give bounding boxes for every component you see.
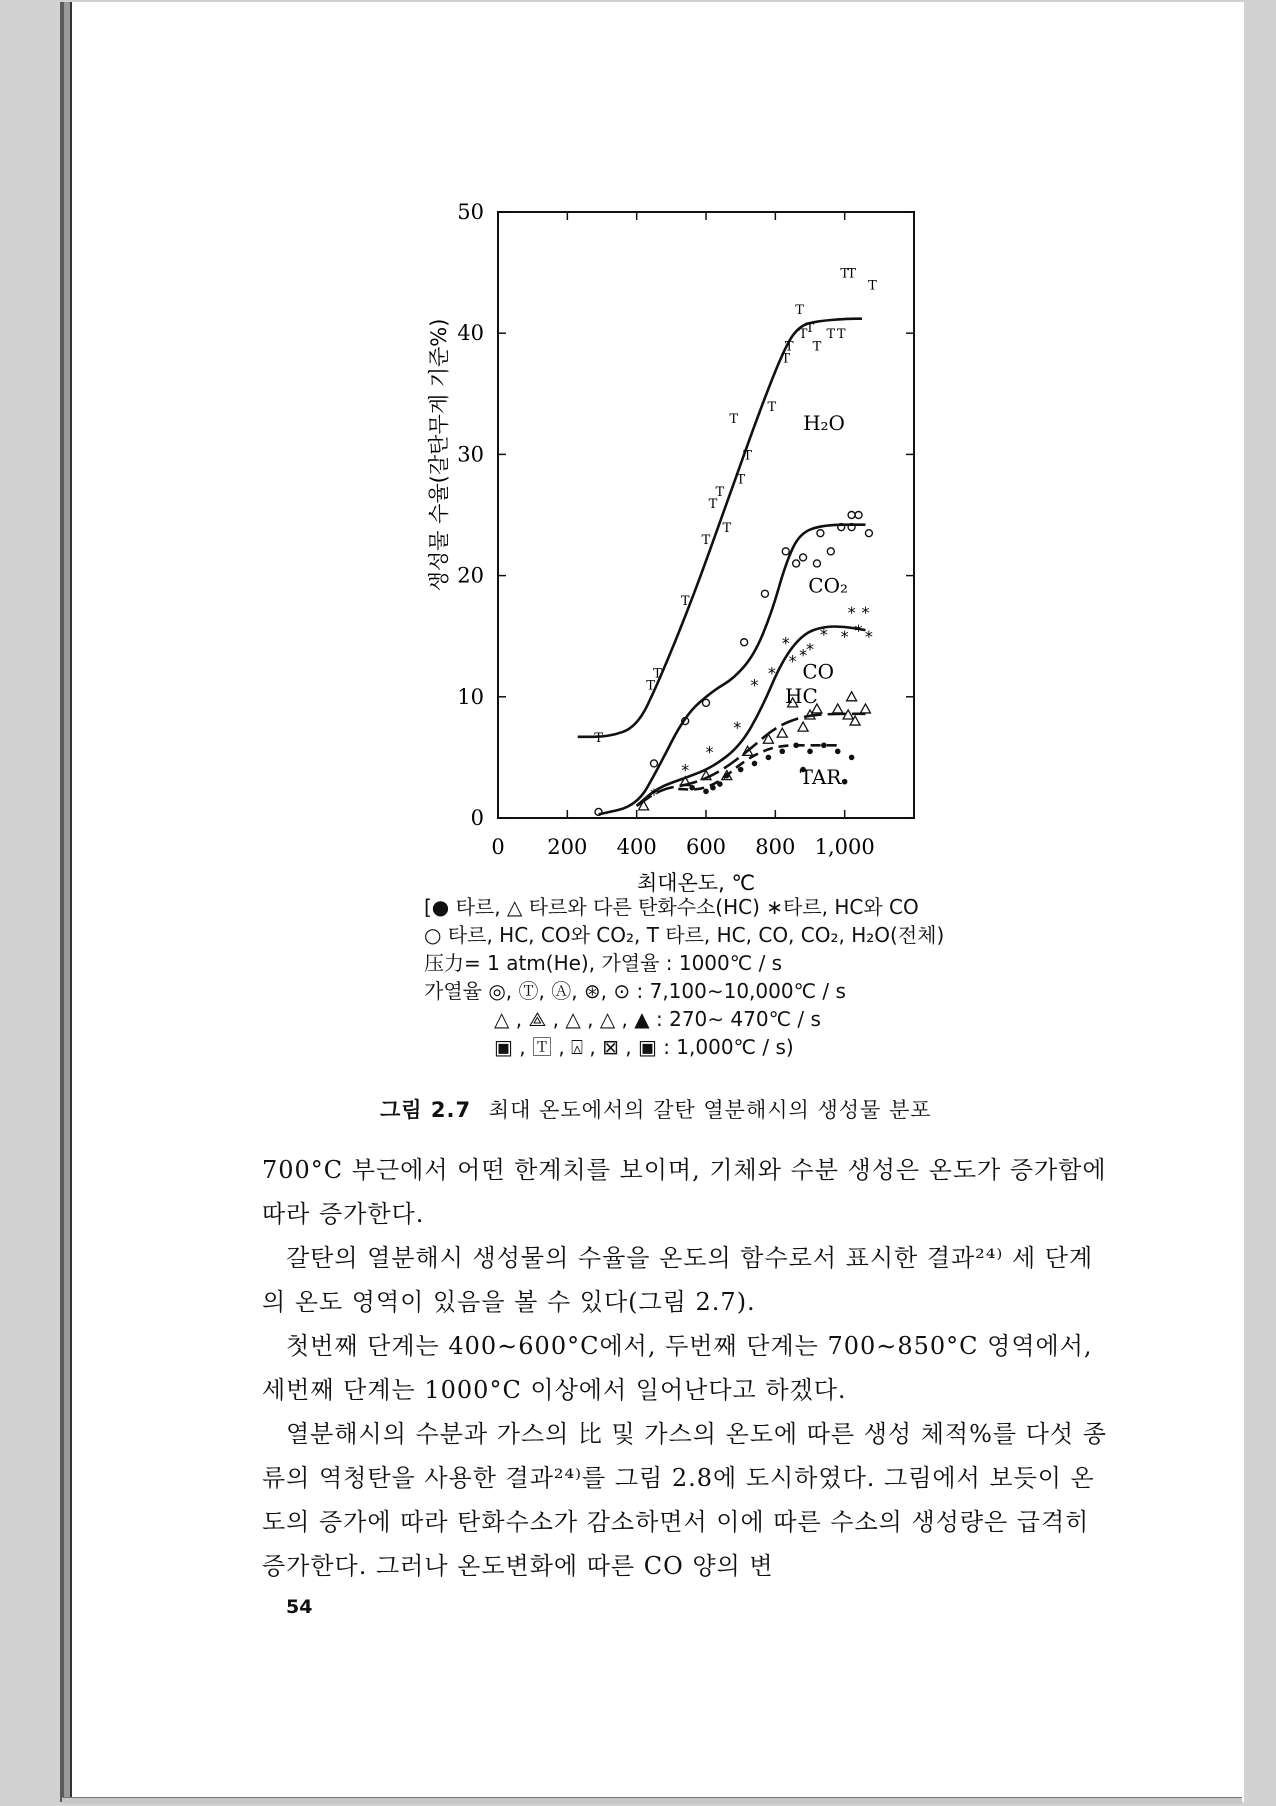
- x-axis-label: 최대온도, ℃: [636, 871, 756, 895]
- data-point: [860, 704, 870, 713]
- x-tick-label: 1,000: [814, 835, 875, 859]
- data-point: [835, 749, 841, 755]
- y-tick-label: 30: [457, 442, 484, 467]
- data-point: [595, 808, 602, 815]
- data-point: T: [812, 339, 822, 355]
- data-point: [793, 742, 799, 748]
- data-point: [782, 548, 789, 555]
- data-point: [798, 722, 808, 731]
- legend-line-3: 压力= 1 atm(He), 가열율 : 1000℃ / s: [424, 951, 783, 975]
- series-label: CO₂: [808, 573, 848, 598]
- data-point: *: [799, 645, 808, 665]
- data-point: [710, 785, 716, 791]
- series-label: H₂O: [803, 411, 845, 436]
- data-point: T: [767, 399, 777, 415]
- y-axis-label: 생성물 수율(갈탄무게 기준%): [427, 318, 451, 592]
- data-point: *: [806, 639, 814, 659]
- data-point: [827, 548, 834, 555]
- figure-caption: [380, 1094, 1100, 1124]
- x-tick-label: 800: [755, 835, 796, 859]
- data-point: [738, 767, 744, 773]
- data-point: [800, 554, 807, 561]
- data-point: *: [733, 718, 742, 738]
- y-tick-label: 20: [457, 563, 484, 588]
- paragraph: 갈탄의 열분해시 생성물의 수율을 온도의 함수로서 표시한 결과²⁴⁾ 세 단계의 온도 영역이 있음을 볼 수 있다(그림 2.7).: [262, 1244, 1094, 1316]
- data-point: [855, 512, 862, 519]
- data-point: T: [795, 302, 804, 318]
- data-point: *: [767, 663, 776, 683]
- data-point: T: [646, 678, 655, 694]
- data-point: [842, 779, 848, 785]
- data-point: T: [708, 496, 718, 512]
- data-point: *: [854, 621, 863, 641]
- data-point: T: [722, 521, 732, 537]
- data-point: T: [868, 278, 877, 294]
- data-point: *: [681, 760, 690, 780]
- figure-title: 최대 온도에서의 갈탄 열분해시의 생성물 분포: [488, 1098, 932, 1122]
- data-point: [724, 773, 730, 779]
- paragraph: 열분해시의 수분과 가스의 比 및 가스의 온도에 따른 생성 체적%를 다섯 종류의 역청탄을 사용한 결과²⁴⁾를 그림 2.8에 도시하였다. 그림에서 보듯이 온도의 증가에 따라 탄화수소가 감소하면서 이에 따른 수소의 생성량은 급격히 증가한다. 그러나 온도변화에 따른 CO 양의 변: [262, 1420, 1107, 1580]
- y-tick-label: 0: [470, 806, 484, 830]
- data-point: [865, 530, 872, 537]
- data-point: T: [847, 266, 856, 282]
- data-point: T: [653, 666, 662, 682]
- data-point: [766, 755, 772, 761]
- data-point: [689, 785, 695, 791]
- paragraph: 700°C 부근에서 어떤 한계치를 보이며, 기체와 수분 생성은 온도가 증가함에 따라 증가한다.: [262, 1156, 1107, 1228]
- data-point: [777, 728, 787, 737]
- data-point: T: [805, 321, 815, 337]
- data-point: *: [705, 742, 714, 762]
- data-point: *: [840, 627, 849, 647]
- y-tick-label: 10: [457, 684, 484, 709]
- data-point: T: [680, 593, 690, 609]
- data-point: T: [743, 448, 752, 464]
- data-point: T: [701, 533, 711, 549]
- chart-legend: [424, 893, 1024, 1061]
- data-point: [741, 639, 748, 646]
- data-point: *: [650, 784, 658, 804]
- data-point: *: [750, 675, 759, 695]
- data-point: [717, 781, 723, 787]
- data-point: [703, 699, 710, 706]
- x-tick-label: 200: [547, 835, 588, 859]
- data-point: T: [781, 351, 791, 367]
- data-point: T: [736, 472, 746, 488]
- data-point: [779, 749, 785, 755]
- y-tick-label: 50: [457, 200, 484, 224]
- data-point: [833, 704, 843, 713]
- series-label: TAR: [799, 765, 842, 790]
- x-tick-label: 400: [616, 835, 657, 859]
- legend-line-6: ▣ , 🅃 , ⍓ , ⊠ , ▣ : 1,000℃ / s): [494, 1035, 794, 1059]
- figure-number: 그림 2.7: [380, 1098, 472, 1122]
- data-point: T: [826, 327, 836, 343]
- data-point: *: [847, 602, 856, 622]
- data-point: *: [819, 624, 828, 644]
- data-point: T: [715, 484, 725, 500]
- y-tick-label: 40: [457, 321, 484, 346]
- data-point: [849, 755, 855, 761]
- series-label: HC: [785, 683, 818, 708]
- data-point: [793, 560, 800, 567]
- data-point: T: [729, 412, 739, 428]
- body-text: [262, 1148, 1114, 1588]
- data-point: T: [840, 266, 850, 282]
- data-point: [651, 760, 658, 767]
- data-point: [817, 530, 824, 537]
- data-point: [813, 560, 820, 567]
- x-tick-label: 600: [685, 835, 727, 859]
- data-point: T: [784, 339, 794, 355]
- data-point: T: [836, 327, 846, 343]
- plot-frame: [498, 212, 914, 818]
- data-point: [703, 789, 709, 795]
- legend-line-5: △ , ⟁ , △ , △ , ▲ : 270∼ 470℃ / s: [494, 1007, 821, 1031]
- data-point: *: [864, 627, 873, 647]
- data-point: *: [788, 651, 797, 671]
- data-point: [847, 692, 857, 701]
- paragraph: 첫번째 단계는 400∼600°C에서, 두번째 단계는 700∼850°C 영역에서, 세번째 단계는 1000°C 이상에서 일어난다고 하겠다.: [262, 1332, 1093, 1404]
- page-number: 54: [286, 1596, 313, 1618]
- x-tick-label: 0: [491, 835, 505, 859]
- data-point: [807, 749, 813, 755]
- legend-line-2: ○ 타르, HC, CO와 CO₂, T 타르, HC, CO, CO₂, H₂O(전체): [424, 923, 945, 947]
- data-point: *: [781, 633, 790, 653]
- data-point: [752, 761, 758, 767]
- series-label: CO: [802, 659, 835, 684]
- data-point: [848, 512, 855, 519]
- legend-line-1: [● 타르, △ 타르와 다른 탄화수소(HC) ∗타르, HC와 CO: [424, 895, 919, 919]
- data-point: T: [798, 327, 808, 343]
- data-point: [761, 590, 768, 597]
- legend-line-4: 가열율 ◎, Ⓣ, Ⓐ, ⊛, ⊙ : 7,100∼10,000℃ / s: [424, 979, 846, 1003]
- data-point: T: [594, 730, 603, 746]
- data-point: [821, 742, 827, 748]
- data-point: *: [861, 602, 870, 622]
